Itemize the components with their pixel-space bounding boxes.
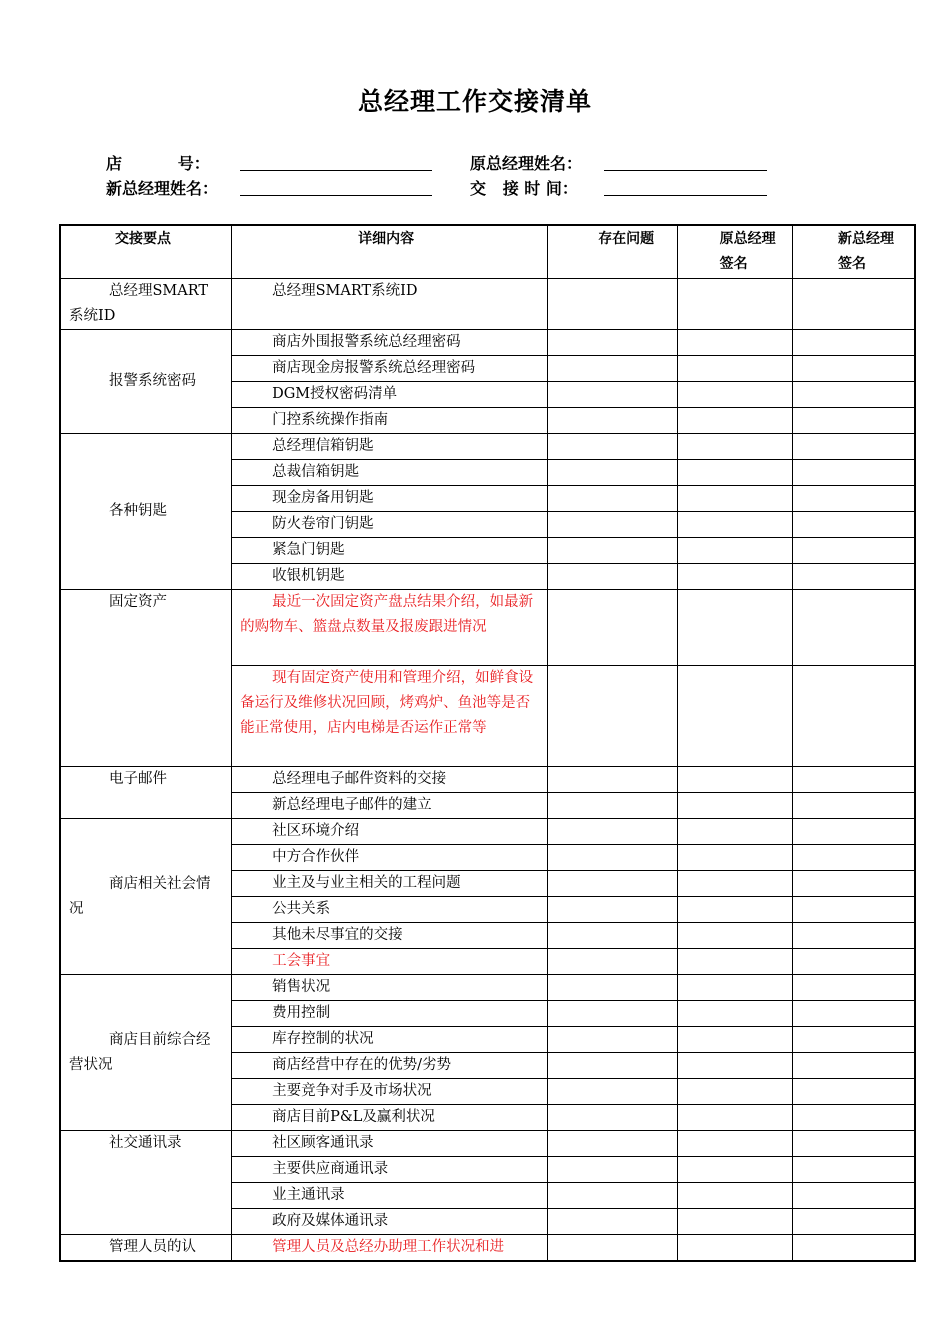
handover-time-label: 交 接 时 间： <box>470 179 578 198</box>
issue-cell[interactable] <box>548 434 677 460</box>
former-gm-sign-cell[interactable] <box>677 666 792 767</box>
new-gm-sign-cell[interactable] <box>793 434 915 460</box>
new-gm-sign-cell[interactable] <box>793 356 915 382</box>
new-gm-sign-cell[interactable] <box>793 1105 915 1131</box>
category-social: 商店相关社会情况 <box>60 819 232 975</box>
former-gm-sign-cell[interactable] <box>677 923 792 949</box>
handover-time-field[interactable] <box>604 195 767 196</box>
issue-cell[interactable] <box>548 460 677 486</box>
new-gm-sign-cell[interactable] <box>793 330 915 356</box>
item-text: 总经理电子邮件资料的交接 <box>232 767 548 793</box>
category-management: 管理人员的认 <box>60 1235 232 1262</box>
issue-cell[interactable] <box>548 1001 677 1027</box>
issue-cell[interactable] <box>548 590 677 666</box>
new-gm-sign-cell[interactable] <box>793 512 915 538</box>
issue-cell[interactable] <box>548 1079 677 1105</box>
item-text: 中方合作伙伴 <box>232 845 548 871</box>
issue-cell[interactable] <box>548 279 677 330</box>
former-gm-sign-cell[interactable] <box>677 408 792 434</box>
item-text: 销售状况 <box>232 975 548 1001</box>
issue-cell[interactable] <box>548 666 677 767</box>
former-gm-sign-cell[interactable] <box>677 330 792 356</box>
former-gm-sign-cell[interactable] <box>677 1105 792 1131</box>
table-row <box>60 1131 915 1157</box>
former-gm-sign-cell[interactable] <box>677 590 792 666</box>
issue-cell[interactable] <box>548 793 677 819</box>
new-gm-sign-cell[interactable] <box>793 1053 915 1079</box>
issue-cell[interactable] <box>548 1157 677 1183</box>
former-gm-sign-cell[interactable] <box>677 819 792 845</box>
page-title: 总经理工作交接清单 <box>357 87 592 116</box>
new-gm-sign-cell[interactable] <box>793 279 915 330</box>
issue-cell[interactable] <box>548 356 677 382</box>
former-gm-sign-cell[interactable] <box>677 1183 792 1209</box>
issue-cell[interactable] <box>548 382 677 408</box>
item-text: 社区顾客通讯录 <box>232 1131 548 1157</box>
issue-cell[interactable] <box>548 1235 677 1262</box>
item-text: 防火卷帘门钥匙 <box>232 512 548 538</box>
former-gm-sign-cell[interactable] <box>677 486 792 512</box>
new-gm-sign-cell[interactable] <box>793 1235 915 1262</box>
issue-cell[interactable] <box>548 512 677 538</box>
item-text: 主要竞争对手及市场状况 <box>232 1079 548 1105</box>
issue-cell[interactable] <box>548 330 677 356</box>
former-gm-sign-cell[interactable] <box>677 1157 792 1183</box>
item-text: 总裁信箱钥匙 <box>232 460 548 486</box>
former-gm-sign-cell[interactable] <box>677 1053 792 1079</box>
new-gm-sign-cell[interactable] <box>793 871 915 897</box>
issue-cell[interactable] <box>548 923 677 949</box>
former-gm-name-label: 原总经理姓名： <box>470 154 583 173</box>
item-text: 收银机钥匙 <box>232 564 548 590</box>
former-gm-sign-cell[interactable] <box>677 871 792 897</box>
former-gm-sign-cell[interactable] <box>677 1027 792 1053</box>
former-gm-sign-cell[interactable] <box>677 1131 792 1157</box>
issue-cell[interactable] <box>548 897 677 923</box>
new-gm-sign-cell[interactable] <box>793 590 915 666</box>
new-gm-name-field[interactable] <box>240 195 432 196</box>
former-gm-name-field[interactable] <box>604 170 767 171</box>
issue-cell[interactable] <box>548 1053 677 1079</box>
issue-cell[interactable] <box>548 408 677 434</box>
issue-cell[interactable] <box>548 975 677 1001</box>
issue-cell[interactable] <box>548 1027 677 1053</box>
issue-cell[interactable] <box>548 845 677 871</box>
former-gm-sign-cell[interactable] <box>677 512 792 538</box>
category-smart: 总经理SMART系统ID <box>60 279 232 330</box>
item-text: 现金房备用钥匙 <box>232 486 548 512</box>
store-number-label: 店 号： <box>106 154 210 173</box>
item-text: 商店目前P&L及赢利状况 <box>232 1105 548 1131</box>
item-text-highlighted: 管理人员及总经办助理工作状况和进 <box>232 1235 548 1262</box>
issue-cell[interactable] <box>548 538 677 564</box>
new-gm-sign-cell[interactable] <box>793 1157 915 1183</box>
category-contacts: 社交通讯录 <box>60 1131 232 1235</box>
new-gm-sign-cell[interactable] <box>793 382 915 408</box>
item-text: 主要供应商通讯录 <box>232 1157 548 1183</box>
store-number-field[interactable] <box>240 170 432 171</box>
header-new-gm-signature: 新总经理 签名 <box>793 225 915 279</box>
table-row <box>60 1235 915 1262</box>
issue-cell[interactable] <box>548 949 677 975</box>
new-gm-sign-cell[interactable] <box>793 767 915 793</box>
issue-cell[interactable] <box>548 1105 677 1131</box>
item-text-highlighted: 最近一次固定资产盘点结果介绍，如最新的购物车、篮盘点数量及报废跟进情况 <box>232 590 548 666</box>
category-alarm: 报警系统密码 <box>60 330 232 434</box>
item-text: 社区环境介绍 <box>232 819 548 845</box>
item-text: 业主通讯录 <box>232 1183 548 1209</box>
former-gm-sign-cell[interactable] <box>677 460 792 486</box>
item-text: 商店现金房报警系统总经理密码 <box>232 356 548 382</box>
table-header-row <box>60 225 915 279</box>
former-gm-sign-cell[interactable] <box>677 1001 792 1027</box>
former-gm-sign-cell[interactable] <box>677 897 792 923</box>
former-gm-sign-cell[interactable] <box>677 382 792 408</box>
category-keys: 各种钥匙 <box>60 434 232 590</box>
table-row <box>60 975 915 1001</box>
category-fixed-assets: 固定资产 <box>60 590 232 767</box>
table-row <box>60 279 915 330</box>
handover-table <box>59 224 916 1262</box>
category-operations: 商店目前综合经营状况 <box>60 975 232 1131</box>
item-text: 商店外围报警系统总经理密码 <box>232 330 548 356</box>
former-gm-sign-cell[interactable] <box>677 1209 792 1235</box>
header-issues: 存在问题 <box>548 225 677 279</box>
header-details: 详细内容 <box>232 225 548 279</box>
former-gm-sign-cell[interactable] <box>677 538 792 564</box>
former-gm-sign-cell[interactable] <box>677 564 792 590</box>
former-gm-sign-cell[interactable] <box>677 975 792 1001</box>
new-gm-sign-cell[interactable] <box>793 538 915 564</box>
new-gm-name-label: 新总经理姓名： <box>106 179 219 198</box>
new-gm-sign-cell[interactable] <box>793 819 915 845</box>
new-gm-sign-cell[interactable] <box>793 1131 915 1157</box>
former-gm-sign-cell[interactable] <box>677 793 792 819</box>
item-text: 政府及媒体通讯录 <box>232 1209 548 1235</box>
issue-cell[interactable] <box>548 1131 677 1157</box>
item-text: 总经理信箱钥匙 <box>232 434 548 460</box>
item-text-highlighted: 现有固定资产使用和管理介绍，如鲜食设备运行及维修状况回顾，烤鸡炉、鱼池等是否能正常使用，店内电梯是否运作正常等 <box>232 666 548 767</box>
table-row <box>60 434 915 460</box>
issue-cell[interactable] <box>548 564 677 590</box>
item-text: 业主及与业主相关的工程问题 <box>232 871 548 897</box>
new-gm-sign-cell[interactable] <box>793 1079 915 1105</box>
category-email: 电子邮件 <box>60 767 232 819</box>
issue-cell[interactable] <box>548 819 677 845</box>
new-gm-sign-cell[interactable] <box>793 564 915 590</box>
new-gm-sign-cell[interactable] <box>793 486 915 512</box>
new-gm-sign-cell[interactable] <box>793 923 915 949</box>
former-gm-sign-cell[interactable] <box>677 845 792 871</box>
former-gm-sign-cell[interactable] <box>677 356 792 382</box>
new-gm-sign-cell[interactable] <box>793 1183 915 1209</box>
item-text: 门控系统操作指南 <box>232 408 548 434</box>
issue-cell[interactable] <box>548 1209 677 1235</box>
header-handover-points: 交接要点 <box>60 225 232 279</box>
table-row <box>60 590 915 666</box>
former-gm-sign-cell[interactable] <box>677 1235 792 1262</box>
new-gm-sign-cell[interactable] <box>793 845 915 871</box>
item-text: 其他未尽事宜的交接 <box>232 923 548 949</box>
issue-cell[interactable] <box>548 871 677 897</box>
new-gm-sign-cell[interactable] <box>793 1027 915 1053</box>
issue-cell[interactable] <box>548 486 677 512</box>
item-text-highlighted: 工会事宜 <box>232 949 548 975</box>
item-text: 新总经理电子邮件的建立 <box>232 793 548 819</box>
new-gm-sign-cell[interactable] <box>793 897 915 923</box>
former-gm-sign-cell[interactable] <box>677 767 792 793</box>
new-gm-sign-cell[interactable] <box>793 408 915 434</box>
new-gm-sign-cell[interactable] <box>793 460 915 486</box>
new-gm-sign-cell[interactable] <box>793 1001 915 1027</box>
new-gm-sign-cell[interactable] <box>793 1209 915 1235</box>
item-text: 商店经营中存在的优势/劣势 <box>232 1053 548 1079</box>
new-gm-sign-cell[interactable] <box>793 666 915 767</box>
item-text: 总经理SMART系统ID <box>232 279 548 330</box>
item-text: DGM授权密码清单 <box>232 382 548 408</box>
former-gm-sign-cell[interactable] <box>677 1079 792 1105</box>
issue-cell[interactable] <box>548 767 677 793</box>
new-gm-sign-cell[interactable] <box>793 793 915 819</box>
issue-cell[interactable] <box>548 1183 677 1209</box>
new-gm-sign-cell[interactable] <box>793 949 915 975</box>
item-text: 紧急门钥匙 <box>232 538 548 564</box>
former-gm-sign-cell[interactable] <box>677 279 792 330</box>
table-row <box>60 767 915 793</box>
item-text: 费用控制 <box>232 1001 548 1027</box>
item-text: 库存控制的状况 <box>232 1027 548 1053</box>
item-text: 公共关系 <box>232 897 548 923</box>
table-row <box>60 330 915 356</box>
header-former-gm-signature: 原总经理 签名 <box>677 225 792 279</box>
new-gm-sign-cell[interactable] <box>793 975 915 1001</box>
former-gm-sign-cell[interactable] <box>677 949 792 975</box>
table-row <box>60 819 915 845</box>
former-gm-sign-cell[interactable] <box>677 434 792 460</box>
